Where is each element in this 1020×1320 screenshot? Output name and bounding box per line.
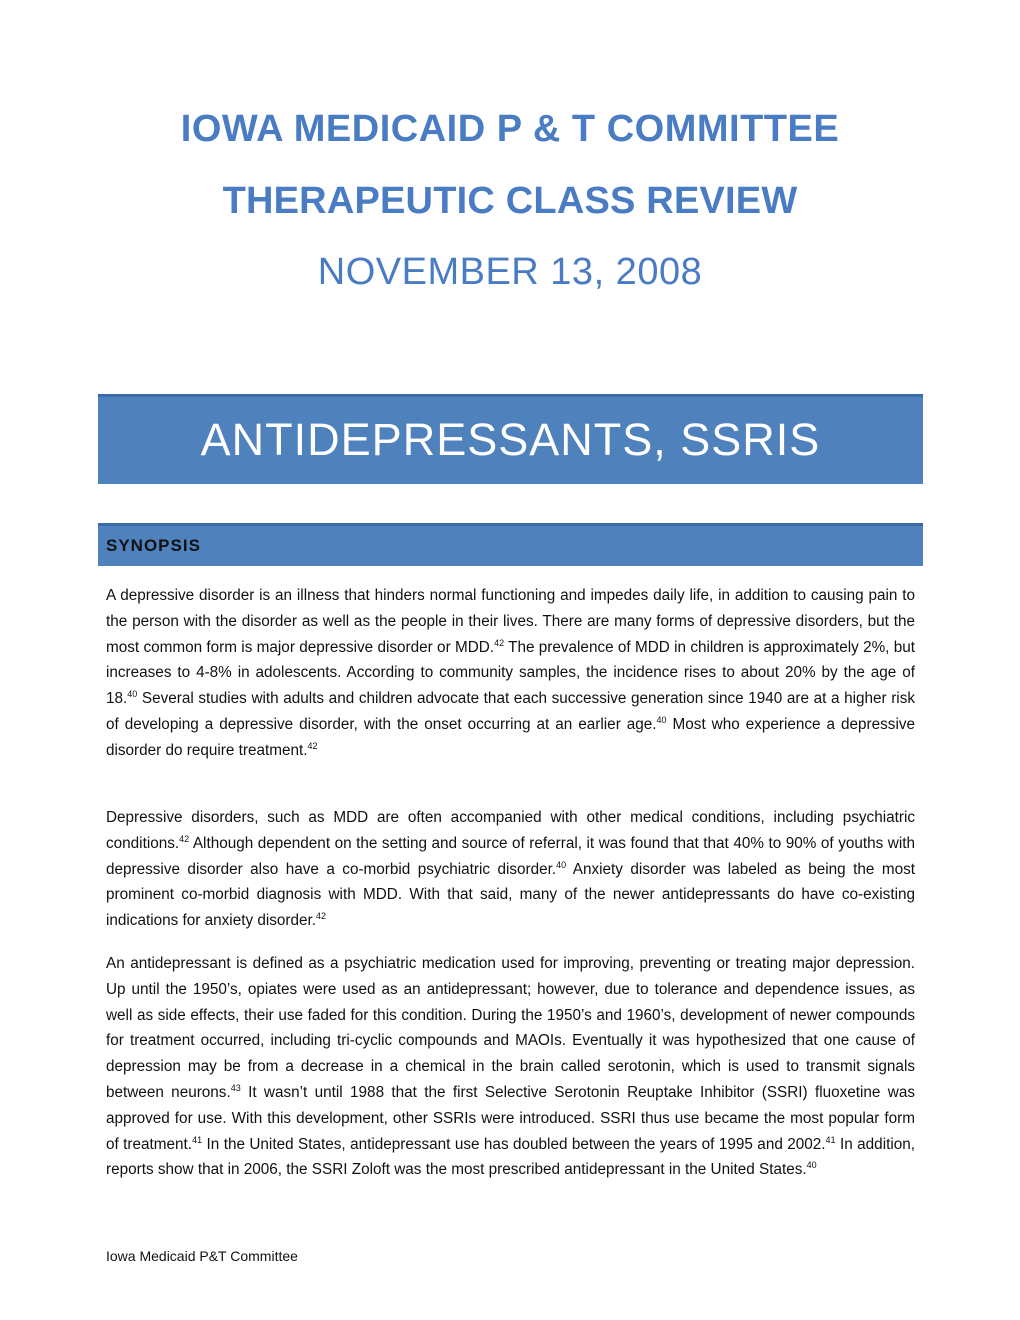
review-date: NOVEMBER 13, 2008 bbox=[317, 251, 703, 293]
reference-number: 42 bbox=[179, 833, 190, 844]
paragraph-text: Although dependent on the setting and source of referral, it was found that that 40% to 90% of youths with depressive disorder also have a co-morbid psychiatric disorder. bbox=[106, 834, 915, 878]
paragraph-text: Several studies with adults and children advocate that each successive generation since 1940 are at a higher risk of developing a depressive disorder, with the onset occurring at an earlier age. bbox=[106, 690, 915, 733]
reference-number: 40 bbox=[656, 714, 667, 725]
review-title: THERAPEUTIC CLASS REVIEW bbox=[222, 180, 798, 222]
paragraph-text: Most who experience a depressive disorder do require treatment. bbox=[106, 715, 915, 759]
reference-number: 40 bbox=[127, 689, 138, 700]
synopsis-paragraph-1 bbox=[106, 583, 915, 764]
reference-number: 42 bbox=[307, 740, 318, 751]
synopsis-paragraph-2 bbox=[106, 805, 915, 934]
drug-class-title: ANTIDEPRESSANTS, SSRIS bbox=[200, 414, 821, 465]
paragraph-text: Anxiety disorder was labeled as being the most prominent co-morbid diagnosis with MDD. With that said, many of the newer antidepressants do have co-existing indications for anxiety disorder. bbox=[106, 860, 915, 930]
page-footer: Iowa Medicaid P&T Committee bbox=[106, 1248, 298, 1264]
synopsis-paragraph-3 bbox=[106, 951, 915, 1183]
reference-number: 42 bbox=[494, 637, 505, 648]
reference-number: 40 bbox=[556, 859, 567, 870]
paragraph-text: A depressive disorder is an illness that hinders normal functioning and impedes daily life, in addition to causing pain to the person with the disorder as well as the people in their lives. There are many forms of depressive disorders, but the most common form is major depressive disorder or MDD. bbox=[106, 587, 915, 656]
synopsis-section-bar bbox=[98, 523, 923, 566]
synopsis-heading: SYNOPSIS bbox=[106, 536, 201, 555]
reference-number: 41 bbox=[192, 1134, 203, 1145]
paragraph-text: Depressive disorders, such as MDD are often accompanied with other medical conditions, including psychiatric conditions. bbox=[106, 809, 915, 852]
paragraph-text: The prevalence of MDD in children is approximately 2%, but increases to 4-8% in adolescents. According to community samples, the incidence rises to about 20% by the age of 18. bbox=[106, 638, 915, 708]
paragraph-text: In the United States, antidepressant use has doubled between the years of 1995 and 2002. bbox=[202, 1135, 826, 1153]
paragraph-text: An antidepressant is defined as a psychiatric medication used for improving, preventing or treating major depression. Up until the 1950’s, opiates were used as an antidepressant; however, due to tolerance and dependence issues, as well as side effects, their use faded for this condition. During the 1950’s and 1960’s, development of newer compounds for treatment occurred, including tri-cyclic compounds and MAOIs. Eventually it was hypothesized that one cause of depression may be from a decrease in a chemical in the brain called serotonin, which is used to transmit signals between neurons. bbox=[106, 955, 915, 1101]
paragraph-text: It wasn’t until 1988 that the first Selective Serotonin Reuptake Inhibitor (SSRI) fluoxetine was approved for use. With this development, other SSRIs were introduced. SSRI thus use became the most popular form of treatment. bbox=[106, 1083, 915, 1153]
paragraph-text: In addition, reports show that in 2006, the SSRI Zoloft was the most prescribed antidepressant in the United States. bbox=[106, 1135, 916, 1179]
reference-number: 40 bbox=[806, 1160, 817, 1171]
reference-number: 43 bbox=[230, 1082, 241, 1093]
reference-number: 41 bbox=[825, 1134, 836, 1145]
committee-title: IOWA MEDICAID P & T COMMITTEE bbox=[180, 108, 840, 150]
drug-class-banner bbox=[98, 394, 923, 484]
reference-number: 42 bbox=[316, 911, 327, 922]
